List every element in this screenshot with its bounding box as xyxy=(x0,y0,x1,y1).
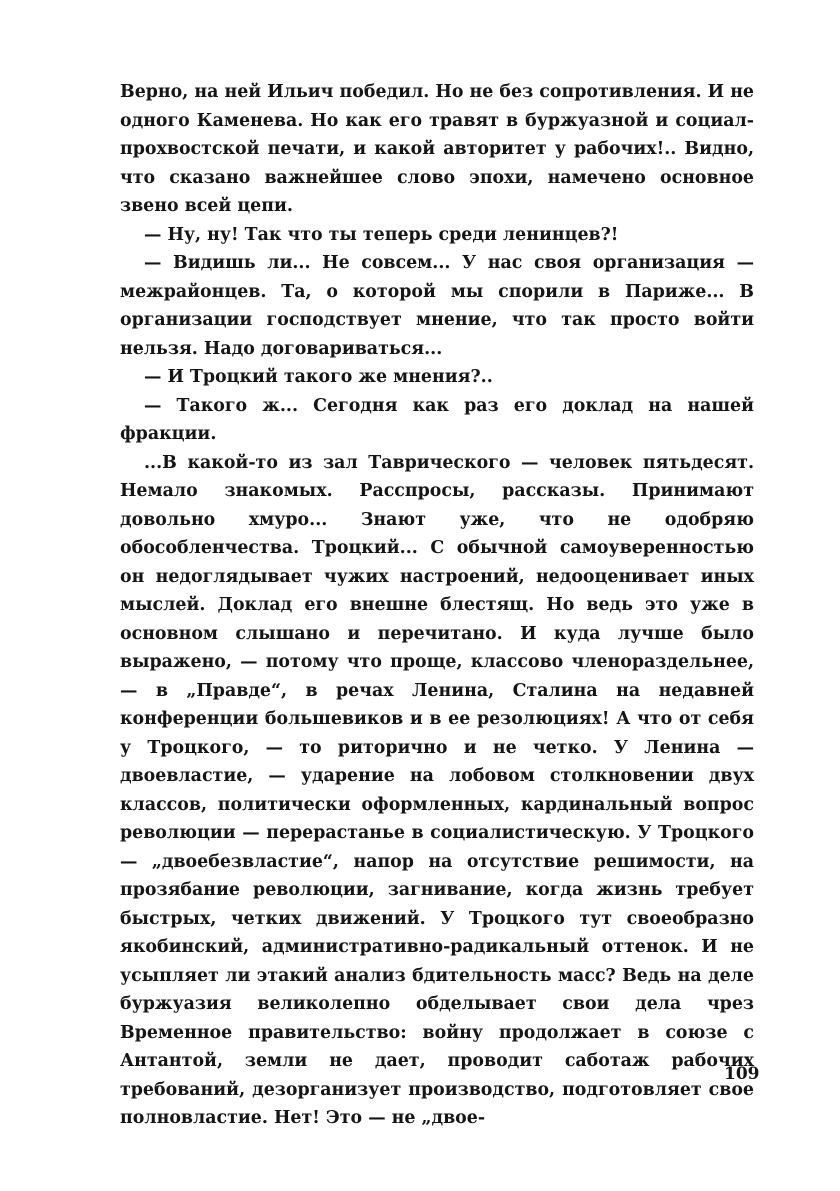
paragraph: — Такого ж... Сегодня как раз его доклад на нашей фракции. xyxy=(120,395,754,444)
paragraph: Верно, на ней Ильич победил. Но не без сопротивления. И не одного Каменева. Но как его травят в буржуазной и социал-прохвостской печати, и какой авторитет у рабочих!.. Видно, что сказано важнейшее слово эпохи, намечено основное звено всей цепи. xyxy=(120,82,754,216)
paragraph: — Видишь ли... Не совсем... У нас своя организация — межрайонцев. Та, о которой мы спорили в Париже... В организации господствует мнение, что так просто войти нельзя. Надо договариваться... xyxy=(120,253,754,359)
paragraph: ...В какой-то из зал Таврического — человек пятьдесят. Немало знакомых. Расспросы, рассказы. Принимают довольно хмуро... Знают уже, что не одобряю обособленчества. Троцкий... С обычной самоуверенностью он недоглядывает чужих настроений, недооценивает иных мыслей. Доклад его внешне блестящ. Но ведь это уже в основном слышано и перечитано. И куда лучше было выражено, — потому что проще, классово членораздельнее, — в „Правде“, в речах Ленина, Сталина на недавней конференции большевиков и в ее резолюциях! А что от себя у Троцкого, — то риторично и не четко. У Ленина — двоевластие, — ударение на лобовом столкновении двух классов, политически оформленных, кардинальный вопрос революции — перерастанье в социалистическую. У Троцкого — „двоебезвластие“, напор на отсутствие решимости, на прозябание революции, загнивание, когда жизнь требует быстрых, четких движений. У Троцкого тут своеобразно якобинский, административно-радикальный оттенок. И не усыпляет ли этакий анализ бдительность масс? Ведь на деле буржуазия великолепно обделывает свои дела чрез Временное правительство: войну продолжает в союзе с Антантой, земли не дает, проводит саботаж рабочих требований, дезорганизует производство, подготовляет свое полновластие. Нет! Это — не „двое- xyxy=(120,452,754,1128)
paragraph: — Ну, ну! Так что ты теперь среди ленинцев?! xyxy=(144,224,619,245)
paragraph: — И Троцкий такого же мнения?.. xyxy=(144,367,493,387)
page-number: 109 xyxy=(724,1064,760,1084)
page-text xyxy=(120,78,760,1133)
